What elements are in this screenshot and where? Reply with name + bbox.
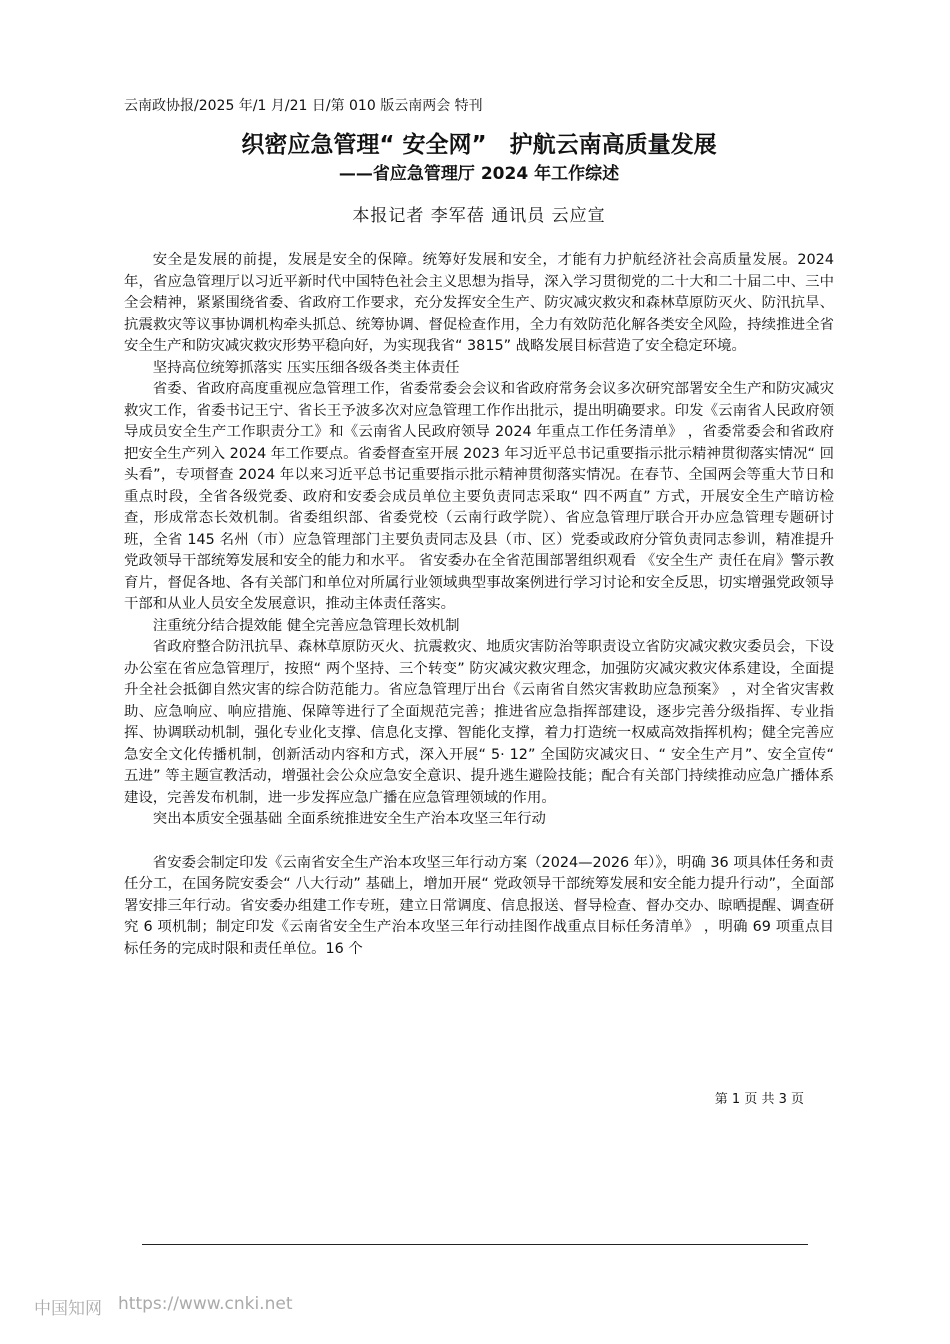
page-subtitle: ——省应急管理厅 2024 年工作综述 — [338, 164, 620, 184]
byline: 本报记者 李军蓓 通讯员 云应宣 — [352, 206, 606, 226]
cnki-url: https://www.cnki.net — [118, 1294, 293, 1314]
spacer — [124, 831, 834, 853]
cnki-brand: 中国知网 — [34, 1299, 102, 1319]
page-title: 织密应急管理“ 安全网” 护航云南高质量发展 — [241, 132, 717, 158]
watermark-footer — [34, 1294, 292, 1319]
paragraph-section-3: 省安委会制定印发《云南省安全生产治本攻坚三年行动方案（2024—2026 年）》，明确 36 项具体任务和责任分工，在国务院安委会“ 八大行动” 基础上，增加开展“ 党政领导干部统筹发展和安全能力提升行动”，全面部署安排三年行动。省安委办组建工作专班，建立日常调度、信息报送、督导检查、督办交办、晾晒提醒、调查研究 6 项机制；制定印发《云南省安全生产治本攻坚三年行动挂图作战重点目标任务清单》 ，明确 69 项重点目标任务的完成时限和责任单位。16 个 — [124, 854, 834, 957]
footer-divider — [142, 1244, 808, 1245]
paragraph-intro: 安全是发展的前提，发展是安全的保障。统筹好发展和安全，才能有力护航经济社会高质量发展。2024 年，省应急管理厅以习近平新时代中国特色社会主义思想为指导，深入学习贯彻党的二十大和二十届二中、三中全会精神，紧紧围绕省委、省政府工作要求，充分发挥安全生产、防灾减灾救灾和森林草原防灭火、防汛抗旱、抗震救灾等议事协调机构牵头抓总、统筹协调、督促检查作用，全力有效防范化解各类安全风险，持续推进全省安全生产和防灾减灾救灾形势平稳向好，为实现我省“ 3815” 战略发展目标营造了安全稳定环境。 — [124, 252, 834, 354]
section-heading-1: 坚持高位统筹抓落实 压实压细各级各类主体责任 — [152, 359, 460, 376]
document-page — [124, 96, 834, 960]
paragraph-section-2: 省政府整合防汛抗旱、森林草原防灭火、抗震救灾、地质灾害防治等职责设立省防灾减灾救灾委员会，下设办公室在省应急管理厅，按照“ 两个坚持、三个转变” 防灾减灾救灾理念，加强防灾减灾救灾体系建设，全面提升全社会抵御自然灾害的综合防范能力。省应急管理厅出台《云南省自然灾害救助应急预案》 ，对全省灾害救助、应急响应、响应措施、保障等进行了全面规范完善；推进省应急指挥部建设，逐步完善分级指挥、专业指挥、协调联动机制，强化专业化支撑、信息化支撑、智能化支撑，着力打造统一权威高效指挥机构；健全完善应急安全文化传播机制，创新活动内容和方式，深入开展“ 5· 12” 全国防灾减灾日、“ 安全生产月”、安全宣传“ 五进” 等主题宣教活动，增强社会公众应急安全意识、提升逃生避险技能；配合有关部门持续推动应急广播体系建设，完善发布机制，进一步发挥应急广播在应急管理领域的作用。 — [124, 639, 834, 806]
page-number: 第 1 页 共 3 页 — [714, 1092, 804, 1107]
section-heading-2: 注重统分结合提效能 健全完善应急管理长效机制 — [152, 617, 460, 634]
section-heading-3: 突出本质安全强基础 全面系统推进安全生产治本攻坚三年行动 — [152, 811, 546, 827]
source-line: 云南政协报/2025 年/1 月/21 日/第 010 版云南两会 特刊 — [124, 98, 483, 114]
paragraph-section-1: 省委、省政府高度重视应急管理工作，省委常委会会议和省政府常务会议多次研究部署安全生产和防灾减灾救灾工作，省委书记王宁、省长王予波多次对应急管理工作作出批示，提出明确要求。印发《云南省人民政府领导成员安全生产工作职责分工》和《云南省人民政府领导 2024 年重点工作任务清单》 ，省委常委会和省政府把安全生产列入 2024 年工作要点。省委督查室开展 2023 年习近平总书记重要指示批示精神贯彻落实情况“ 回头看”，专项督查 2024 年以来习近平总书记重要指示批示精神贯彻落实情况。在春节、全国两会等重大节日和重点时段，全省各级党委、政府和安委会成员单位主要负责同志采取“ 四不两直” 方式，开展安全生产暗访检查，形成常态长效机制。省委组织部、省委党校（云南行政学院）、省应急管理厅联合开办应急管理专题研讨班，全省 145 名州（市）应急管理部门主要负责同志及县（市、区）党委或政府分管负责同志参训，精准提升党政领导干部统筹发展和安全的能力和水平。 省安委办在全省范围部署组织观看 《安全生产 责任在肩》警示教育片，督促各地、各有关部门和单位对所属行业领域典型事故案例进行学习讨论和安全反思，切实增强党政领导干部和从业人员安全发展意识，推动主体责任落实。 — [124, 381, 834, 612]
